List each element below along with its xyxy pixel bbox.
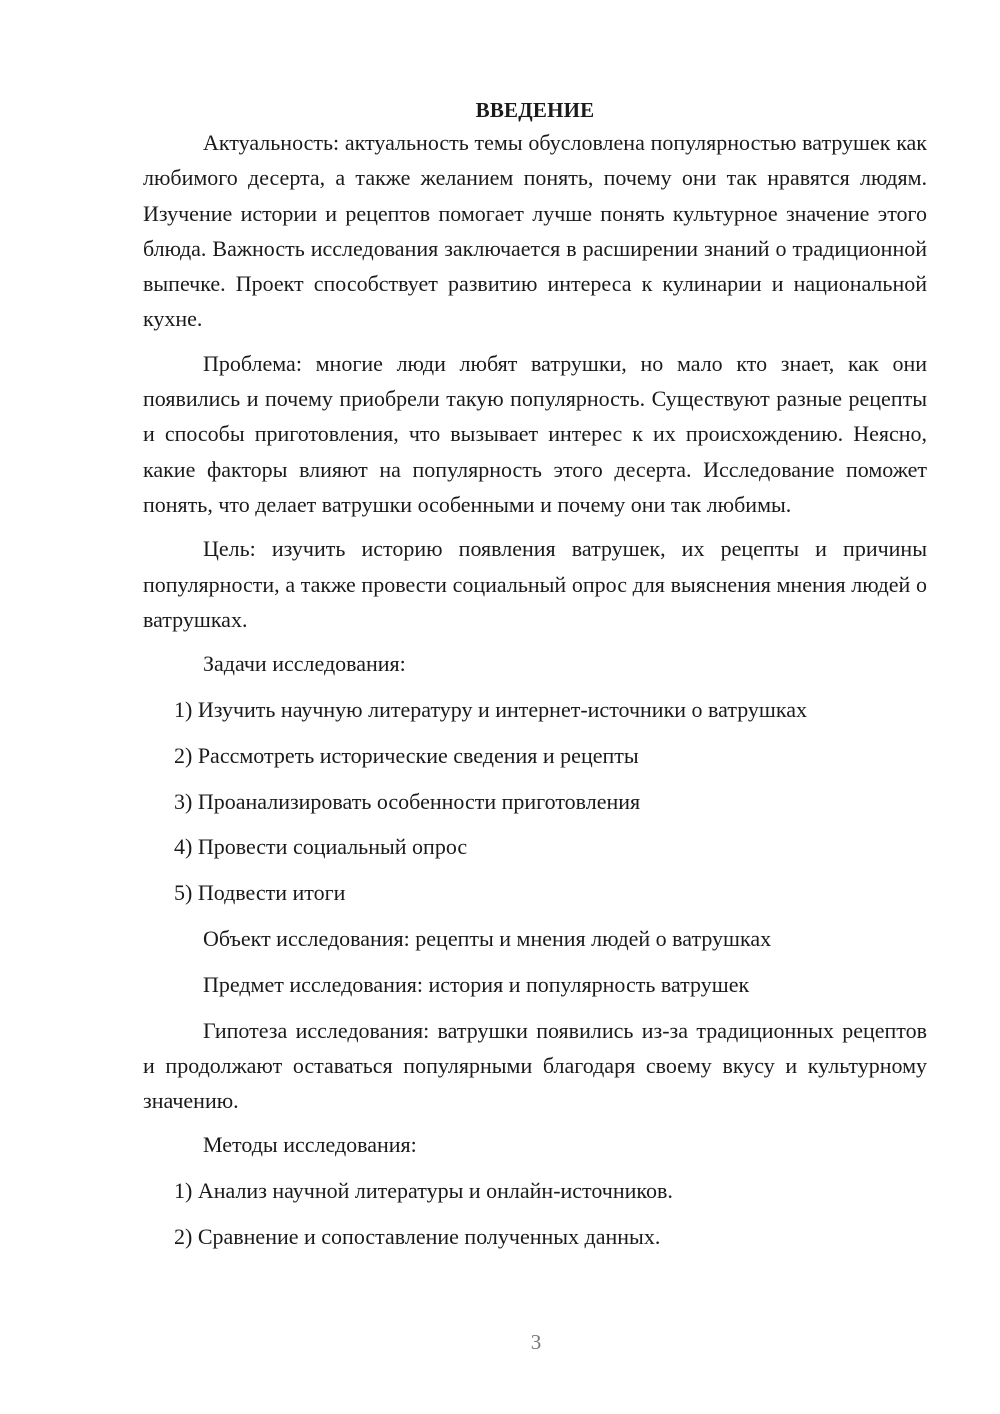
methods-list (143, 1173, 927, 1254)
list-item: 3) Проанализировать особенности приготовления (174, 788, 641, 814)
list-item: 1) Анализ научной литературы и онлайн-источников. (174, 1178, 673, 1204)
list-item: 5) Подвести итоги (174, 880, 346, 906)
list-item: 2) Рассмотреть исторические сведения и рецепты (174, 742, 639, 768)
list-item: 4) Провести социальный опрос (174, 834, 468, 860)
subject-paragraph: Предмет исследования: история и популярность ватрушек (203, 971, 750, 997)
goal-paragraph: Цель: изучить историю появления ватрушек, их рецепты и причины популярности, а также провести социальный опрос для выяснения мнения людей о ватрушках. (143, 536, 927, 632)
problem-paragraph: Проблема: многие люди любят ватрушки, но мало кто знает, как они появились и почему приобрели такую популярность. Существуют разные рецепты и способы приготовления, что вызывает интерес к их происхождению. Неясно, какие факторы влияют на популярность этого десерта. Исследование поможет понять, что делает ватрушки особенными и почему они так любимы. (143, 350, 927, 517)
relevance-paragraph: Актуальность: актуальность темы обусловлена популярностью ватрушек как любимого десерта, а также желанием понять, почему они так нравятся людям. Изучение истории и рецептов помогает лучше понять культурное значение этого блюда. Важность исследования заключается в расширении знаний о традиционной выпечке. Проект способствует развитию интереса к кулинарии и национальной кухне. (143, 130, 927, 332)
tasks-list (143, 692, 927, 910)
page-title: ВВЕДЕНИЕ (475, 98, 595, 122)
document-page (143, 94, 927, 1265)
tasks-heading: Задачи исследования: (203, 651, 406, 677)
methods-heading: Методы исследования: (203, 1132, 417, 1158)
page-number: 3 (530, 1330, 542, 1354)
list-item: 1) Изучить научную литературу и интернет-источники о ватрушках (174, 696, 807, 722)
list-item: 2) Сравнение и сопоставление полученных данных. (174, 1224, 661, 1250)
object-paragraph: Объект исследования: рецепты и мнения людей о ватрушках (203, 925, 772, 951)
hypothesis-paragraph: Гипотеза исследования: ватрушки появились из-за традиционных рецептов и продолжают оставаться популярными благодаря своему вкусу и культурному значению. (143, 1017, 927, 1114)
